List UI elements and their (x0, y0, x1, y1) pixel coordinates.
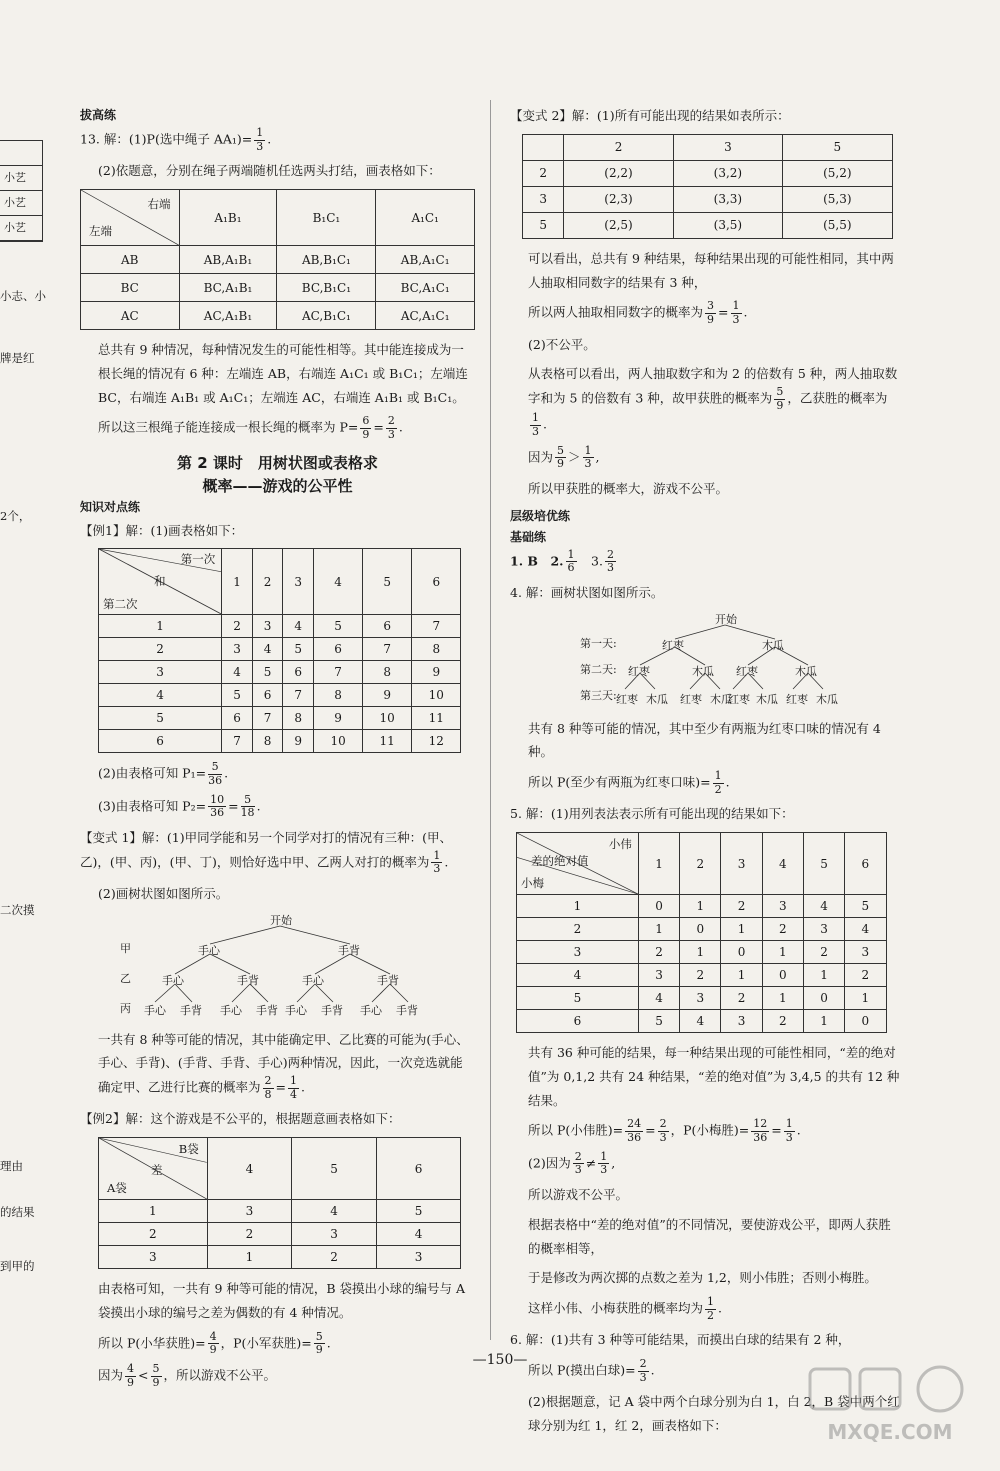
q4-text: 共有 8 种等可能的情况，其中至少有两瓶为红枣口味的情况有 4 种。 (528, 720, 881, 760)
variant1-part2: (2)画树状图如图所示。 (98, 885, 229, 901)
svg-text:MXQE.COM: MXQE.COM (827, 1420, 953, 1444)
q6-part2: (2)根据题意，记 A 袋中两个白球分别为白 1，白 2，B 袋中两个红球分别为红 1，红 2，画表格如下： (528, 1394, 900, 1434)
q4: 4. 解：画树状图如图所示。 (510, 584, 664, 600)
q4-probability: 所以 P(至少有两瓶为红枣口味)= $\frac{1}{2}$ . (528, 769, 730, 796)
variant2-part2: (2)不公平。 (528, 336, 596, 352)
watermark-logo-icon (790, 1361, 990, 1451)
example1-part2: (2)由表格可知 P₁= $\frac{5}{36}$ . (98, 760, 229, 787)
q13-conclusion: 所以这三根绳子能连接成一根长绳的概率为 P= $\frac{6}{9}$ = $\frac{2}{3}$ . (98, 414, 403, 441)
q5-part2-d: 于是修改为两次掷的点数之差为 1,2，则小伟胜；否则小梅胜。 (528, 1270, 877, 1286)
q5-part2: (2)因为 $\frac{2}{3}$ ≠ $\frac{1}{3}$ , (528, 1149, 616, 1177)
table-corner: 小伟 差的绝对值 小梅 (517, 833, 639, 895)
column-divider (490, 100, 491, 1340)
example2-conclusion: 因为 $\frac{4}{9}$ < $\frac{5}{9}$ ，所以游戏不公平。 (98, 1361, 277, 1389)
variant2-part2-text: 从表格可以看出，两人抽取数字和为 2 的倍数有 5 种，两人抽取数字和为 5 的倍数有 3 种，故甲获胜的概率为 $\frac{5}{9}$ ，乙获胜的概率为 $\frac{1}{3}$ . (528, 366, 898, 438)
variant2: 【变式 2】解：(1)所有可能出现的结果如表所示： (510, 108, 790, 123)
dice-sum-table: 第一次 和 第二次 1 2 3 4 5 6 1 2 3 4 5 6 7 2 3 4 5 6 7 8 3 4 5 6 7 8 9 4 5 6 7 8 9 10 5 6 7 8 9 10 11 6 7 8 9 10 11 12 (98, 548, 461, 753)
q13-part1: 13. 解：(1)P(选中绳子 AA₁)= $\frac{1}{3}$ . (80, 126, 272, 153)
rope-table: 右端 左端 A₁B₁ B₁C₁ A₁C₁ AB AB,A₁B₁ AB,B₁C₁ AB,A₁C₁ BC BC,A₁B₁ BC,B₁C₁ BC,A₁C₁ AC AC,A₁B₁ AC,B₁C₁ AC,A₁C₁ (80, 189, 475, 330)
abs-difference-table: 小伟 差的绝对值 小梅 1 2 3 4 5 6 1 0 1 2 3 4 5 2 1 0 1 2 3 4 3 2 1 0 1 2 3 4 3 2 1 0 1 2 5 4 3 2 1 0 1 6 5 4 3 2 1 0 (516, 832, 887, 1033)
table-corner: 右端 左端 (81, 190, 180, 246)
q13-part2: (2)依题意，分别在绳子两端随机任选两头打结，画表格如下： (98, 163, 441, 179)
answers-1-3: 1. B 2. $\frac{1}{6}$ 3. $\frac{2}{3}$ (510, 547, 614, 575)
q13-text: 总共有 9 种情况，每种情况发生的可能性相等。其中能连接成为一根长绳的情况有 6 种：左端连 AB，右端连 A₁C₁ 或 B₁C₁；左端连 BC，右端连 A₁B₁ 或 A₁C₁；左端连 AC，右端连 A₁B₁ 或 B₁C₁。 (98, 342, 468, 405)
section-heading: 拔高练 (80, 108, 117, 122)
q5: 5. 解：(1)用列表法表示所有可能出现的结果如下： (510, 806, 794, 822)
tree-diagram-hand: 开始 甲 乙 丙 手心 手背 手心 手背 手心 手背 手心 手背 手心 手背 手心 手背 手心 手背 (80, 912, 475, 1022)
section-heading: 基础练 (510, 529, 547, 544)
variant1-text: 一共有 8 种等可能的情况，其中能确定甲、乙比赛的可能为(手心、手心、手背)、(手背、手背、手心)两种情况，因此，一次竞选就能确定甲、乙进行比赛的概率为 $\frac{2}{8}$ = $\frac{1}{4}$ . (98, 1031, 469, 1101)
tree-lines (510, 611, 900, 711)
q5-text: 共有 36 种可能的结果，每一种结果出现的可能性相同，“差的绝对值”为 0,1,2 共有 24 种结果，“差的绝对值”为 3,4,5 的共有 12 种结果。 (528, 1045, 900, 1108)
variant1: 【变式 1】解：(1)甲同学能和另一个同学对打的情况有三种：(甲、乙)，(甲、丙)，(甲、丁)，则恰好选中甲、乙两人对打的概率为 $\frac{1}{3}$ . (80, 829, 453, 876)
example2-probabilities: 所以 P(小华获胜)= $\frac{4}{9}$ ，P(小军获胜)= $\frac{5}{9}$ . (98, 1329, 331, 1357)
variant2-conclusion: 所以甲获胜的概率大，游戏不公平。 (528, 480, 729, 496)
page-number: —150— (472, 1352, 528, 1368)
q5-part2-e: 这样小伟、小梅获胜的概率均为 $\frac{1}{2}$ . (528, 1295, 722, 1322)
variant2-text: 可以看出，总共有 9 种结果，每种结果出现的可能性相同，其中两人抽取相同数字的结果有 3 种， (528, 250, 894, 290)
table-corner: 第一次 和 第二次 (99, 549, 222, 615)
example2: 【例2】解：这个游戏是不公平的，根据题意画表格如下： (80, 1111, 401, 1127)
number-pair-table: 2 3 5 2 (2,2) (3,2) (5,2) 3 (2,3) (3,3) (5,3) 5 (2,5) (3,5) (5,5) (522, 134, 893, 239)
q5-probabilities: 所以 P(小伟胜)= $\frac{24}{36}$ = $\frac{2}{3}$ ，P(小梅胜)= $\frac{12}{36}$ = $\frac{1}{3}$ . (528, 1117, 801, 1145)
left-column (80, 104, 475, 1395)
lesson-subtitle: 概率——游戏的公平性 (202, 476, 353, 495)
q5-part2-c: 根据表格中“差的绝对值”的不同情况，要使游戏公平，即两人获胜的概率相等， (528, 1216, 891, 1256)
example1: 【例1】解：(1)画表格如下： (80, 522, 244, 538)
table-corner: B袋 差 A袋 (99, 1138, 208, 1200)
section-heading: 知识对点练 (80, 499, 141, 514)
ball-difference-table: B袋 差 A袋 4 5 6 1 3 4 5 2 2 3 4 3 1 2 3 (98, 1137, 461, 1269)
left-margin-fragments: 小艺 小艺 小艺 小志、小 牌是红 2个， 二次摸 理由 的结果 到甲的 (0, 140, 44, 1340)
q6: 6. 解：(1)共有 3 种等可能结果，而摸出白球的结果有 2 种， (510, 1332, 851, 1348)
q6-probability: 所以 P(摸出白球)= $\frac{2}{3}$ . (528, 1357, 655, 1384)
fraction: $\frac{1}{3}$ (256, 126, 264, 153)
variant2-compare: 因为 $\frac{5}{9}$ ＞ $\frac{1}{3}$ , (528, 443, 600, 471)
q5-part2-b: 所以游戏不公平。 (528, 1187, 629, 1202)
example1-part3: (3)由表格可知 P₂= $\frac{10}{36}$ = $\frac{5}{18}$ . (98, 792, 261, 820)
margin-table-fragment: 小艺 小艺 小艺 (0, 140, 43, 242)
variant2-probability: 所以两人抽取相同数字的概率为 $\frac{3}{9}$ = $\frac{1}{3}$ . (528, 299, 748, 326)
section-heading: 层级培优练 (510, 508, 571, 523)
lesson-title: 第 2 课时 用树状图或表格求 (177, 453, 378, 472)
example2-text: 由表格可知，一共有 9 种等可能的情况，B 袋摸出小球的编号与 A 袋摸出小球的编号之差为偶数的有 4 种情况。 (98, 1281, 466, 1320)
tree-diagram-drinks: 开始 第一天: 第二天: 第三天: 红枣 木瓜 红枣 木瓜 红枣 木瓜 红枣 木瓜 红枣 木瓜 红枣 木瓜 红枣 木瓜 (510, 611, 900, 711)
right-column (510, 104, 900, 1444)
